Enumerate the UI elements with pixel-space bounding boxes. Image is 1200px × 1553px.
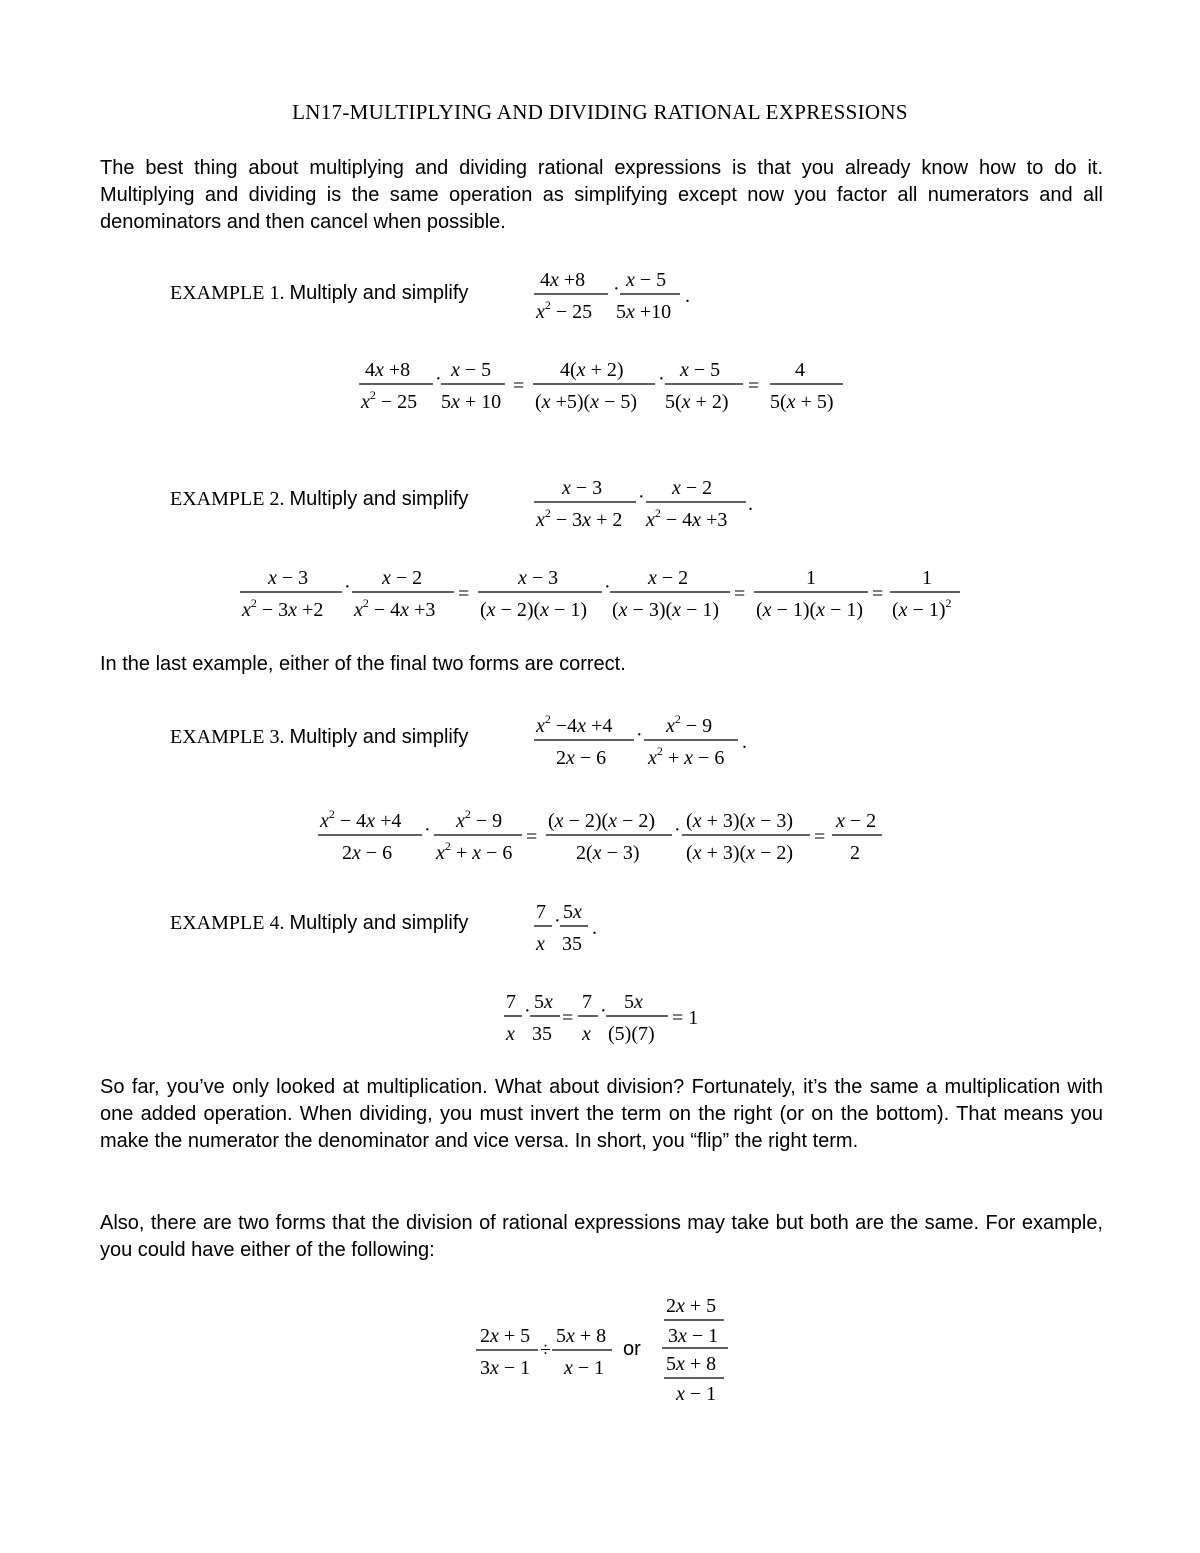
svg-text:(x − 2)(x − 1): (x − 2)(x − 1) <box>480 599 588 621</box>
example-1-prompt <box>170 282 468 305</box>
svg-text:5x + 8: 5x + 8 <box>666 1353 717 1375</box>
svg-text:·: · <box>424 819 431 841</box>
svg-text:3x − 1: 3x − 1 <box>480 1357 531 1379</box>
svg-text:·: · <box>600 1000 607 1022</box>
svg-text:=: = <box>526 826 538 848</box>
example-4-problem <box>530 894 610 960</box>
or-separator: or <box>623 1338 641 1360</box>
svg-text:x2 − 25: $x^2 - 25$ <box>361 388 418 413</box>
svg-text:·: · <box>613 278 620 300</box>
svg-text:(5)(7): (5)(7) <box>608 1023 655 1045</box>
svg-text:4x +8: 4x +8 <box>540 269 586 291</box>
svg-text:5x + 8: 5x + 8 <box>556 1325 607 1347</box>
svg-text:·: · <box>524 1000 531 1022</box>
svg-text:x: x <box>506 1023 515 1045</box>
svg-text:·: · <box>554 910 561 932</box>
example-3-instruction: Multiply and simplify <box>289 726 469 748</box>
svg-text:35: 35 <box>532 1023 552 1045</box>
svg-text:=: = <box>748 375 760 397</box>
svg-text:x − 2: x − 2 <box>672 477 713 499</box>
example-1-label: EXAMPLE 1. <box>170 282 285 304</box>
svg-text:x2 − 25: $x^2 - 25$ <box>536 298 593 323</box>
svg-text:x − 5: x − 5 <box>451 359 492 381</box>
svg-text:(x − 2)(x − 2): (x − 2)(x − 2) <box>548 810 656 832</box>
svg-text:1: 1 <box>922 567 932 589</box>
example-3-prompt <box>170 726 468 749</box>
example-4-label: EXAMPLE 4. <box>170 912 285 934</box>
svg-text:x2 − 9: $x^2 - 9$ <box>456 807 503 832</box>
svg-text:x − 3: x − 3 <box>518 567 559 589</box>
svg-text:x − 5: x − 5 <box>626 269 667 291</box>
svg-text:x − 1: x − 1 <box>676 1383 717 1405</box>
svg-text:=: = <box>814 826 826 848</box>
intro-paragraph: The best thing about multiplying and dividing rational expressions is that you already know how to do it. Multiplying and dividing is the same operation as simplifying except now you factor all numerators and all denominators and then cancel when possible. <box>100 157 1103 233</box>
svg-text:·: · <box>435 368 442 390</box>
svg-text:4x +8: 4x +8 <box>365 359 411 381</box>
svg-text:x2 − 3x + 2: $x^2 - 3x + 2$ <box>536 506 623 531</box>
example-1-problem <box>530 262 700 328</box>
division-paragraph: So far, you’ve only looked at multiplication. What about division? Fortunately, it’s the same a multiplication with one added operation. When dividing, you must invert the term on the right (or on the bottom). That means you make the numerator the denominator and vice versa. In short, you “flip” the right term. <box>100 1076 1103 1152</box>
svg-text:x: x <box>536 933 545 955</box>
svg-text:3x − 1: 3x − 1 <box>668 1325 719 1347</box>
page-title: LN17-MULTIPLYING AND DIVIDING RATIONAL EXPRESSIONS <box>292 100 908 124</box>
svg-text:x − 5: x − 5 <box>680 359 721 381</box>
svg-text:4: 4 <box>795 359 805 381</box>
svg-text:5x: 5x <box>624 991 643 1013</box>
svg-text:7: 7 <box>536 901 546 923</box>
example-2-solution <box>238 560 968 626</box>
svg-text:.: . <box>685 285 690 307</box>
svg-text:·: · <box>638 486 645 508</box>
svg-text:x2 + x − 6: $x^2 + x - 6$ <box>436 839 513 864</box>
svg-text:4(x + 2): 4(x + 2) <box>560 359 624 381</box>
division-form-complex-fraction <box>660 1290 740 1410</box>
svg-text:5x +10: 5x +10 <box>616 301 672 323</box>
example-1-instruction: Multiply and simplify <box>289 282 469 304</box>
svg-text:x: x <box>582 1023 591 1045</box>
svg-text:=: = <box>458 583 470 605</box>
svg-text:x2 + x − 6: $x^2 + x - 6$ <box>648 744 725 769</box>
svg-text:=: = <box>872 583 884 605</box>
svg-text:5x: 5x <box>534 991 553 1013</box>
svg-text:5(x + 5): 5(x + 5) <box>770 391 834 413</box>
svg-text:x − 3: x − 3 <box>268 567 309 589</box>
svg-text:1: 1 <box>806 567 816 589</box>
example-4-prompt <box>170 912 468 935</box>
svg-text:·: · <box>604 576 611 598</box>
svg-text:2x + 5: 2x + 5 <box>666 1295 717 1317</box>
svg-text:·: · <box>344 576 351 598</box>
example-1-solution <box>355 352 855 418</box>
svg-text:7: 7 <box>582 991 592 1013</box>
svg-text:(x +5)(x − 5): (x +5)(x − 5) <box>535 391 638 413</box>
example-2-instruction: Multiply and simplify <box>289 488 469 510</box>
svg-text:2x − 6: 2x − 6 <box>342 842 393 864</box>
svg-text:.: . <box>742 731 747 753</box>
svg-text:= 1: = 1 <box>672 1007 699 1029</box>
example-4-solution <box>502 984 712 1050</box>
svg-text:5x: 5x <box>563 901 582 923</box>
svg-text:(x − 3)(x − 1): (x − 3)(x − 1) <box>612 599 720 621</box>
svg-text:=: = <box>513 375 525 397</box>
example-2-prompt <box>170 488 468 511</box>
svg-text:(x − 1)2: $(x - 1)^2$ <box>892 596 952 621</box>
forms-paragraph: Also, there are two forms that the division of rational expressions may take but both are the same. For example, you could have either of the following: <box>100 1212 1103 1261</box>
svg-text:2: 2 <box>850 842 860 864</box>
example-2-problem <box>530 470 760 536</box>
svg-text:x2 − 4x +3: $x^2 - 4x +3$ <box>354 596 436 621</box>
svg-text:(x + 3)(x − 2): (x + 3)(x − 2) <box>686 842 794 864</box>
svg-text:·: · <box>674 819 681 841</box>
svg-text:x − 2: x − 2 <box>648 567 689 589</box>
svg-text:·: · <box>658 368 665 390</box>
svg-text:x2 − 9: $x^2 - 9$ <box>666 712 713 737</box>
svg-text:2x − 6: 2x − 6 <box>556 747 607 769</box>
example-3-problem <box>530 708 760 774</box>
svg-text:.: . <box>592 917 597 939</box>
svg-text:÷: ÷ <box>540 1339 551 1361</box>
svg-text:x2 − 4x +3: $x^2 - 4x +3$ <box>646 506 728 531</box>
svg-text:35: 35 <box>562 933 582 955</box>
example-4-instruction: Multiply and simplify <box>289 912 469 934</box>
note-after-example-2: In the last example, either of the final two forms are correct. <box>100 653 626 675</box>
svg-text:x − 1: x − 1 <box>564 1357 605 1379</box>
svg-text:x − 2: x − 2 <box>836 810 877 832</box>
example-3-solution <box>316 803 896 869</box>
svg-text:x2 − 4x +4: $x^2 - 4x +4$ <box>320 807 402 832</box>
svg-text:(x + 3)(x − 3): (x + 3)(x − 3) <box>686 810 794 832</box>
svg-text:=: = <box>734 583 746 605</box>
svg-text:(x − 1)(x − 1): (x − 1)(x − 1) <box>756 599 864 621</box>
example-2-label: EXAMPLE 2. <box>170 488 285 510</box>
svg-text:=: = <box>562 1007 574 1029</box>
svg-text:x2 − 3x +2: $x^2 - 3x +2$ <box>242 596 324 621</box>
svg-text:x − 2: x − 2 <box>382 567 423 589</box>
svg-text:2x + 5: 2x + 5 <box>480 1325 531 1347</box>
svg-text:x2 −4x +4: $x^2 -4x +4$ <box>536 712 613 737</box>
svg-text:.: . <box>748 493 753 515</box>
svg-text:7: 7 <box>506 991 516 1013</box>
svg-text:5(x + 2): 5(x + 2) <box>665 391 729 413</box>
svg-text:x − 3: x − 3 <box>562 477 603 499</box>
svg-text:2(x − 3): 2(x − 3) <box>576 842 640 864</box>
svg-text:5x + 10: 5x + 10 <box>441 391 502 413</box>
division-form-inline <box>474 1318 614 1384</box>
example-3-label: EXAMPLE 3. <box>170 726 285 748</box>
svg-text:·: · <box>636 724 643 746</box>
